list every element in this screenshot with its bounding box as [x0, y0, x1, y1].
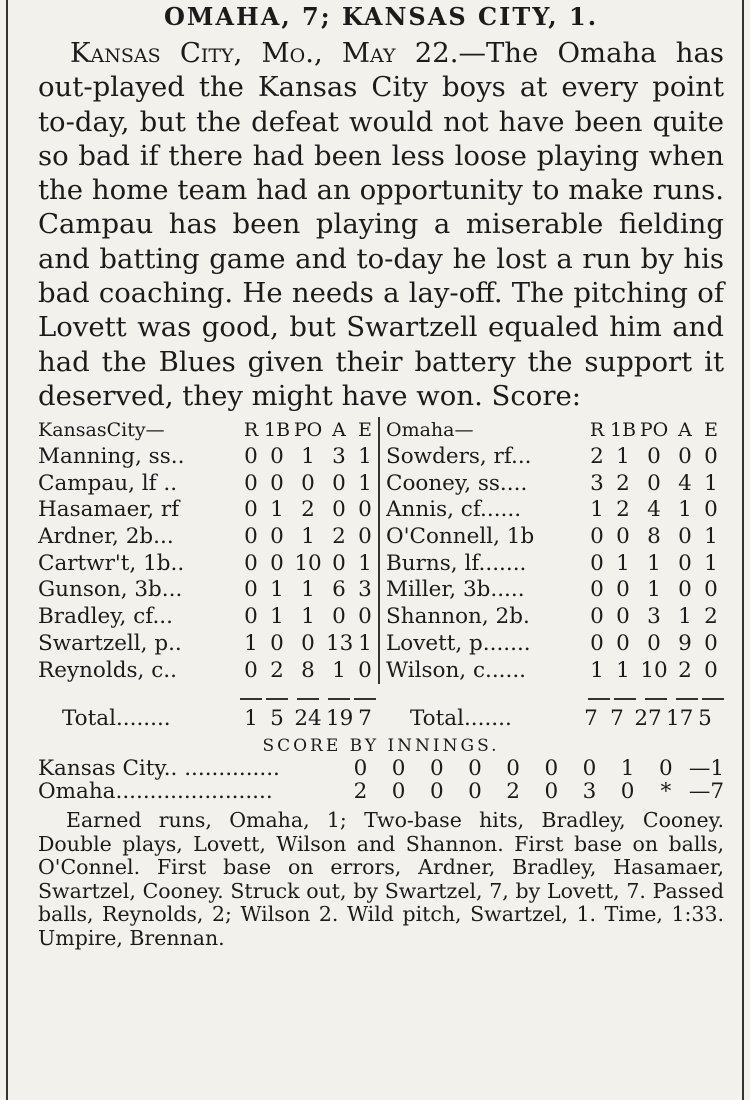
stat-e: 0 [358, 604, 372, 630]
stat-a: 0 [332, 550, 346, 576]
inning-score: 0 [429, 756, 444, 782]
inning-score: 0 [620, 779, 635, 805]
inning-score: 0 [353, 756, 368, 782]
rule-dash [354, 698, 376, 700]
total-rule [386, 694, 718, 706]
stat-r: 1 [590, 497, 604, 523]
player-row [38, 471, 378, 498]
player-name: Bradley, cf... [38, 604, 173, 630]
player-row [386, 604, 724, 631]
stat-b: 0 [270, 550, 284, 576]
inning-score: 0 [468, 756, 482, 782]
summary-text: Earned runs, Omaha, 1; Two-base hits, Bradley, Cooney. Double plays, Lovett, Wilson and Shannon. First base on balls, O'Connel. First base on errors, Ardner, Bradley, Hasamaer, Swartzel, Cooney. Struck out, by Swartzel, 7, by Lovett, 7. Passed balls, Reynolds, 2; Wilson 2. Wild pitch, Swartzel, 1. Time, 1:33. Umpire, Brennan. [38, 808, 724, 950]
stat-b: 1 [616, 550, 630, 576]
stat-b: 1 [270, 577, 284, 603]
total-r: 1 [244, 706, 258, 732]
stat-po: 0 [647, 443, 661, 469]
rule-dash [266, 698, 288, 700]
inning-score: 0 [391, 779, 406, 805]
stat-a: 1 [332, 657, 346, 683]
stat-b: 1 [616, 657, 630, 683]
kansas-city-box [38, 417, 378, 684]
stat-a: 0 [678, 550, 692, 576]
stat-a: 1 [678, 604, 692, 630]
story-body: —The Omaha has out-played the Kansas City boys at every point to-day, but the defeat would not have been quite so bad if there had been less loose playing when the home team had an opportunity to make runs. Campau has been playing a miserable fielding and batting game and to-day he lost a run by his bad coaching. He needs a lay-off. The pitching of Lovett was good, but Swartzell equaled him and had the Blues given their battery the support it deserved, they might have won. Score: [38, 37, 724, 412]
stat-a: 1 [678, 497, 692, 523]
player-row [38, 497, 378, 524]
total-e: 5 [698, 706, 712, 732]
stat-po: 10 [640, 657, 668, 683]
stat-po: 10 [294, 550, 322, 576]
player-name: Hasamaer, rf [38, 497, 180, 523]
col-header-po: PO [639, 419, 669, 442]
stat-po: 1 [301, 577, 315, 603]
inning-score: * [660, 779, 672, 805]
stat-po: 0 [647, 470, 661, 496]
stat-a: 0 [332, 497, 346, 523]
player-row [38, 551, 378, 578]
stat-r: 0 [590, 604, 604, 630]
stat-b: 0 [270, 443, 284, 469]
player-row [386, 524, 724, 551]
summary [38, 809, 724, 950]
omaha-box [378, 417, 724, 684]
stat-a: 2 [332, 524, 346, 550]
stat-b: 0 [616, 524, 630, 550]
stat-r: 0 [590, 550, 604, 576]
stat-b: 0 [270, 470, 284, 496]
stat-r: 0 [244, 497, 258, 523]
stat-e: 2 [704, 604, 718, 630]
rule-dash [614, 698, 636, 700]
stat-r: 0 [244, 604, 258, 630]
stat-r: 2 [590, 443, 604, 469]
stat-r: 0 [244, 577, 258, 603]
total-e: 7 [358, 706, 372, 732]
stat-e: 1 [358, 443, 372, 469]
col-header-a: A [332, 419, 346, 442]
player-row [386, 497, 724, 524]
team-name-header: Omaha— [386, 419, 474, 442]
player-row [386, 444, 724, 471]
inning-score: 0 [506, 756, 520, 782]
innings-row [38, 780, 724, 803]
player-row [386, 631, 724, 658]
inning-score: 3 [582, 779, 597, 805]
inning-score: 0 [468, 779, 482, 805]
stat-a: 0 [332, 604, 346, 630]
player-row [386, 577, 724, 604]
stat-e: 1 [358, 470, 372, 496]
total-r: 7 [584, 706, 598, 732]
player-name: Sowders, rf... [386, 443, 532, 469]
rule-dash [702, 698, 724, 700]
stat-b: 0 [616, 577, 630, 603]
col-header-r: R [589, 419, 605, 442]
box-header-row [386, 417, 724, 444]
player-row [386, 658, 724, 685]
player-row [38, 658, 378, 685]
rule-dash [240, 698, 262, 700]
col-header-b: 1B [264, 419, 291, 442]
col-header-po: PO [293, 419, 323, 442]
col-header-b: 1B [610, 419, 637, 442]
rule-dash [588, 698, 610, 700]
inning-score: 0 [658, 756, 673, 782]
stat-po: 8 [301, 657, 315, 683]
player-row [38, 577, 378, 604]
stat-a: 0 [678, 524, 692, 550]
rule-dash [676, 698, 698, 700]
total-b: 5 [270, 706, 284, 732]
total-b: 7 [610, 706, 624, 732]
rule-dash [297, 698, 319, 700]
innings-team: Omaha....................... [38, 779, 273, 805]
stat-e: 0 [704, 443, 718, 469]
stat-b: 0 [616, 604, 630, 630]
total-label: Total........ [62, 706, 171, 732]
total-po: 24 [294, 706, 322, 732]
box-header-row [38, 417, 378, 444]
player-name: O'Connell, 1b [386, 524, 535, 550]
inning-score: 0 [429, 779, 444, 805]
stat-r: 1 [244, 630, 258, 656]
inning-score: 2 [353, 779, 368, 805]
totals-row [38, 694, 724, 731]
player-name: Shannon, 2b. [386, 604, 530, 630]
stat-po: 1 [647, 550, 661, 576]
score-by-innings-title: SCORE BY INNINGS. [262, 736, 500, 757]
stat-po: 1 [301, 524, 315, 550]
stat-r: 0 [244, 657, 258, 683]
total-rule [38, 694, 378, 706]
stat-e: 0 [704, 630, 718, 656]
player-name: Gunson, 3b... [38, 577, 183, 603]
innings-team: Kansas City.. .............. [38, 756, 280, 782]
player-name: Manning, ss.. [38, 443, 185, 469]
dateline: Kansas City, Mo., May 22. [70, 37, 459, 69]
stat-e: 0 [704, 577, 718, 603]
inning-score: 0 [582, 756, 597, 782]
stat-po: 4 [647, 497, 661, 523]
stat-e: 1 [704, 524, 718, 550]
stat-a: 0 [678, 577, 692, 603]
stat-e: 0 [358, 524, 372, 550]
innings-row [38, 757, 724, 780]
stat-b: 0 [270, 630, 284, 656]
innings-table [38, 757, 724, 803]
stat-r: 0 [244, 524, 258, 550]
stat-b: 2 [616, 497, 630, 523]
player-row [386, 551, 724, 578]
total-a: 17 [666, 706, 694, 732]
stat-b: 2 [270, 657, 284, 683]
rule-dash [645, 698, 667, 700]
inning-score: 1 [620, 756, 635, 782]
stat-po: 2 [301, 497, 315, 523]
inning-score: 2 [506, 779, 520, 805]
stat-po: 0 [301, 630, 315, 656]
player-name: Ardner, 2b... [38, 524, 174, 550]
stat-b: 1 [270, 604, 284, 630]
stat-e: 0 [358, 657, 372, 683]
stat-a: 6 [332, 577, 346, 603]
box-score [38, 417, 724, 684]
stat-r: 3 [590, 470, 604, 496]
innings-total: —1 [688, 756, 725, 782]
rule-dash [328, 698, 350, 700]
stat-po: 1 [301, 604, 315, 630]
player-row [386, 471, 724, 498]
player-name: Miller, 3b..... [386, 577, 525, 603]
inning-score: 0 [391, 756, 406, 782]
stat-a: 0 [332, 470, 346, 496]
player-name: Reynolds, c.. [38, 657, 177, 683]
stat-a: 4 [678, 470, 692, 496]
stat-po: 3 [647, 604, 661, 630]
kansas-city-total [38, 694, 378, 731]
player-row [38, 604, 378, 631]
total-po: 27 [634, 706, 662, 732]
stat-e: 1 [358, 630, 372, 656]
inning-score: 0 [544, 756, 559, 782]
total-row [38, 706, 378, 731]
col-header-e: E [704, 419, 718, 442]
stat-b: 0 [616, 630, 630, 656]
stat-po: 0 [647, 630, 661, 656]
stat-e: 0 [358, 497, 372, 523]
stat-po: 8 [647, 524, 661, 550]
stat-a: 2 [678, 657, 692, 683]
player-row [38, 631, 378, 658]
player-row [38, 444, 378, 471]
col-header-a: A [678, 419, 692, 442]
stat-a: 0 [678, 443, 692, 469]
col-header-e: E [358, 419, 372, 442]
player-name: Cooney, ss.... [386, 470, 528, 496]
stat-r: 0 [590, 577, 604, 603]
stat-po: 0 [301, 470, 315, 496]
team-name-header: KansasCity— [38, 419, 165, 442]
omaha-total [378, 694, 718, 731]
stat-r: 0 [244, 443, 258, 469]
stat-b: 1 [270, 497, 284, 523]
story [38, 36, 724, 413]
player-name: Swartzell, p.. [38, 630, 182, 656]
stat-e: 1 [704, 550, 718, 576]
stat-po: 1 [301, 443, 315, 469]
player-name: Campau, lf .. [38, 470, 178, 496]
story-paragraph [38, 36, 724, 413]
stat-e: 3 [358, 577, 372, 603]
stat-r: 0 [244, 470, 258, 496]
stat-b: 0 [270, 524, 284, 550]
player-name: Lovett, p....... [386, 630, 531, 656]
stat-e: 1 [358, 550, 372, 576]
headline: OMAHA, 7; KANSAS CITY, 1. [163, 2, 599, 31]
total-label: Total....... [410, 706, 512, 732]
stat-a: 13 [326, 630, 354, 656]
innings-total: —7 [688, 779, 725, 805]
player-name: Burns, lf....... [386, 550, 527, 576]
stat-a: 3 [332, 443, 346, 469]
total-row [386, 706, 718, 731]
stat-r: 1 [590, 657, 604, 683]
player-name: Wilson, c...... [386, 657, 527, 683]
stat-a: 9 [678, 630, 692, 656]
stat-r: 0 [590, 524, 604, 550]
stat-e: 0 [704, 497, 718, 523]
stat-b: 2 [616, 470, 630, 496]
stat-po: 1 [647, 577, 661, 603]
stat-b: 1 [616, 443, 630, 469]
total-a: 19 [326, 706, 354, 732]
player-row [38, 524, 378, 551]
player-name: Annis, cf...... [386, 497, 522, 523]
inning-score: 0 [544, 779, 559, 805]
stat-e: 1 [704, 470, 718, 496]
col-header-r: R [243, 419, 259, 442]
stat-r: 0 [590, 630, 604, 656]
newspaper-column [6, 0, 744, 1100]
player-name: Cartwr't, 1b.. [38, 550, 185, 576]
stat-e: 0 [704, 657, 718, 683]
stat-r: 0 [244, 550, 258, 576]
